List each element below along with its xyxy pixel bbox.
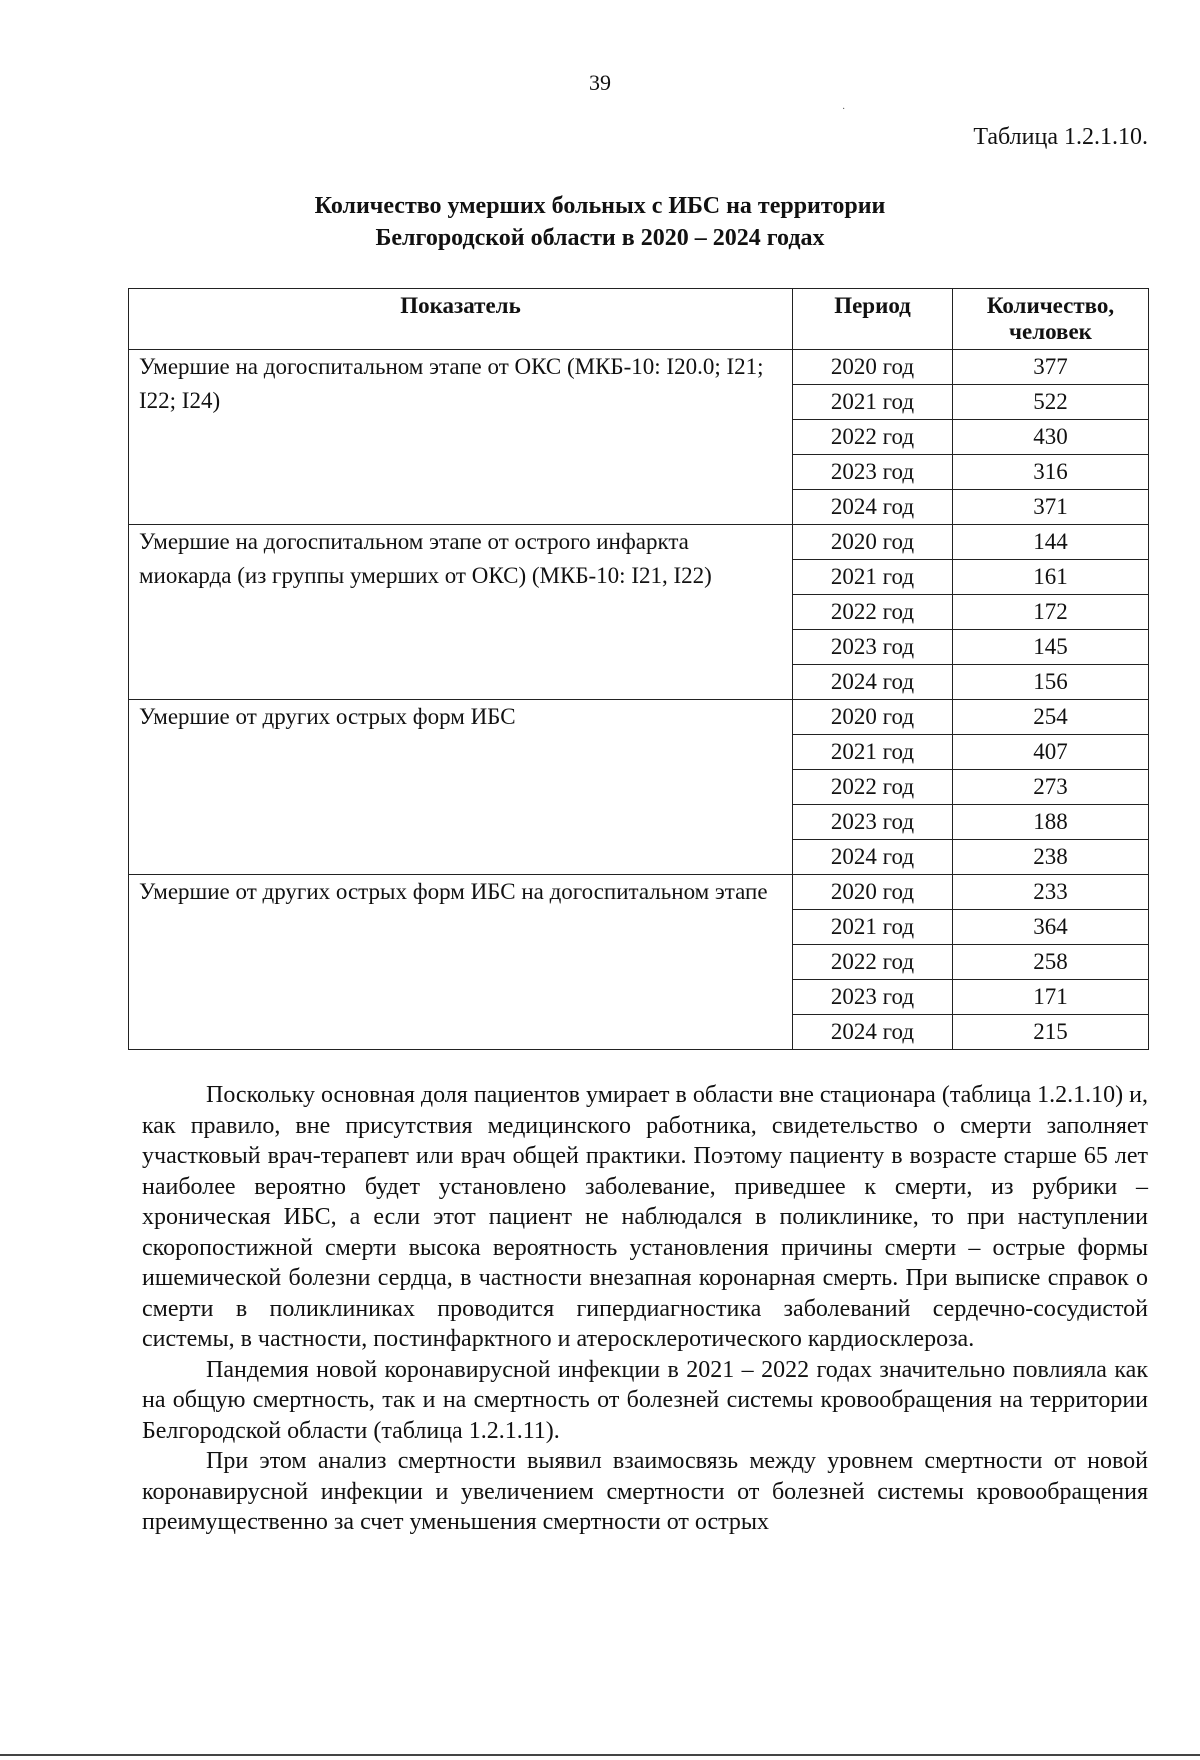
period-cell: 2021 год [793, 735, 953, 770]
table-row [129, 700, 1149, 735]
page-number: 39 [589, 70, 611, 95]
table-row [129, 525, 1149, 560]
period-cell: 2021 год [793, 385, 953, 420]
count-cell: 172 [953, 595, 1149, 630]
header-count-line-1: Количество, [986, 293, 1115, 318]
header-indicator: Показатель [129, 289, 793, 350]
scan-speck: · [842, 104, 846, 115]
period-cell: 2022 год [793, 595, 953, 630]
count-cell: 377 [953, 350, 1149, 385]
count-cell: 156 [953, 665, 1149, 700]
period-cell: 2020 год [793, 350, 953, 385]
header-count-line-2: человек [1009, 319, 1092, 344]
period-cell: 2023 год [793, 455, 953, 490]
count-cell: 238 [953, 840, 1149, 875]
indicator-cell: Умершие от других острых форм ИБС [129, 700, 793, 875]
page-bottom-edge [0, 1754, 1200, 1756]
table-row [129, 875, 1149, 910]
count-cell: 254 [953, 700, 1149, 735]
period-cell: 2022 год [793, 770, 953, 805]
period-cell: 2022 год [793, 420, 953, 455]
indicator-cell: Умершие от других острых форм ИБС на догоспитальном этапе [129, 875, 793, 1050]
count-cell: 171 [953, 980, 1149, 1015]
period-cell: 2021 год [793, 560, 953, 595]
period-cell: 2020 год [793, 525, 953, 560]
indicator-cell: Умершие на догоспитальном этапе от острого инфаркта миокарда (из группы умерших от ОКС) (МКБ-10: I21, I22) [129, 525, 793, 700]
count-cell: 258 [953, 945, 1149, 980]
table-title-line-2: Белгородской области в 2020 – 2024 годах [375, 225, 825, 251]
period-cell: 2023 год [793, 980, 953, 1015]
indicator-cell: Умершие на догоспитальном этапе от ОКС (МКБ-10: I20.0; I21; I22; I24) [129, 350, 793, 525]
count-cell: 371 [953, 490, 1149, 525]
count-cell: 233 [953, 875, 1149, 910]
header-count [953, 289, 1149, 350]
count-cell: 273 [953, 770, 1149, 805]
table-title [0, 190, 1200, 254]
paragraph: Пандемия новой коронавирусной инфекции в 2021 – 2022 годах значительно повлияла как на общую смертность, так и на смертность от болезней системы кровообращения на территории Белгородской области (таблица 1.2.1.11). [142, 1356, 1148, 1444]
mortality-table [128, 288, 1149, 1050]
count-cell: 188 [953, 805, 1149, 840]
period-cell: 2020 год [793, 875, 953, 910]
count-cell: 215 [953, 1015, 1149, 1050]
count-cell: 522 [953, 385, 1149, 420]
count-cell: 364 [953, 910, 1149, 945]
count-cell: 316 [953, 455, 1149, 490]
body-text [142, 1080, 1148, 1538]
period-cell: 2024 год [793, 840, 953, 875]
period-cell: 2021 год [793, 910, 953, 945]
period-cell: 2024 год [793, 490, 953, 525]
count-cell: 161 [953, 560, 1149, 595]
table-header-row [129, 289, 1149, 350]
count-cell: 144 [953, 525, 1149, 560]
paragraph: Поскольку основная доля пациентов умирает в области вне стационара (таблица 1.2.1.10) и, как правило, вне присутствия медицинского работника, свидетельство о смерти заполняет участковый врач-терапевт или врач общей практики. Поэтому пациенту в возрасте старше 65 лет наиболее вероятно будет установлено заболевание, приведшее к смерти, из рубрики – хроническая ИБС, а если этот пациент не наблюдался в поликлинике, то при наступлении скоропостижной смерти высока вероятность установления причины смерти – острые формы ишемической болезни сердца, в частности внезапная коронарная смерть. При выписке справок о смерти в поликлиниках проводится гипердиагностика заболеваний сердечно-сосудистой системы, в частности, постинфарктного и атеросклеротического кардиосклероза. [142, 1082, 1149, 1352]
paragraph: При этом анализ смертности выявил взаимосвязь между уровнем смертности от новой коронавирусной инфекции и увеличением смертности от болезней системы кровообращения преимущественно за счет уменьшения смертности от острых [142, 1448, 1148, 1535]
period-cell: 2024 год [793, 665, 953, 700]
count-cell: 145 [953, 630, 1149, 665]
count-cell: 430 [953, 420, 1149, 455]
table-label: Таблица 1.2.1.10. [973, 124, 1148, 150]
period-cell: 2024 год [793, 1015, 953, 1050]
header-period: Период [793, 289, 953, 350]
table-title-line-1: Количество умерших больных с ИБС на территории [314, 193, 886, 219]
period-cell: 2023 год [793, 630, 953, 665]
count-cell: 407 [953, 735, 1149, 770]
period-cell: 2022 год [793, 945, 953, 980]
period-cell: 2023 год [793, 805, 953, 840]
table-row [129, 350, 1149, 385]
period-cell: 2020 год [793, 700, 953, 735]
